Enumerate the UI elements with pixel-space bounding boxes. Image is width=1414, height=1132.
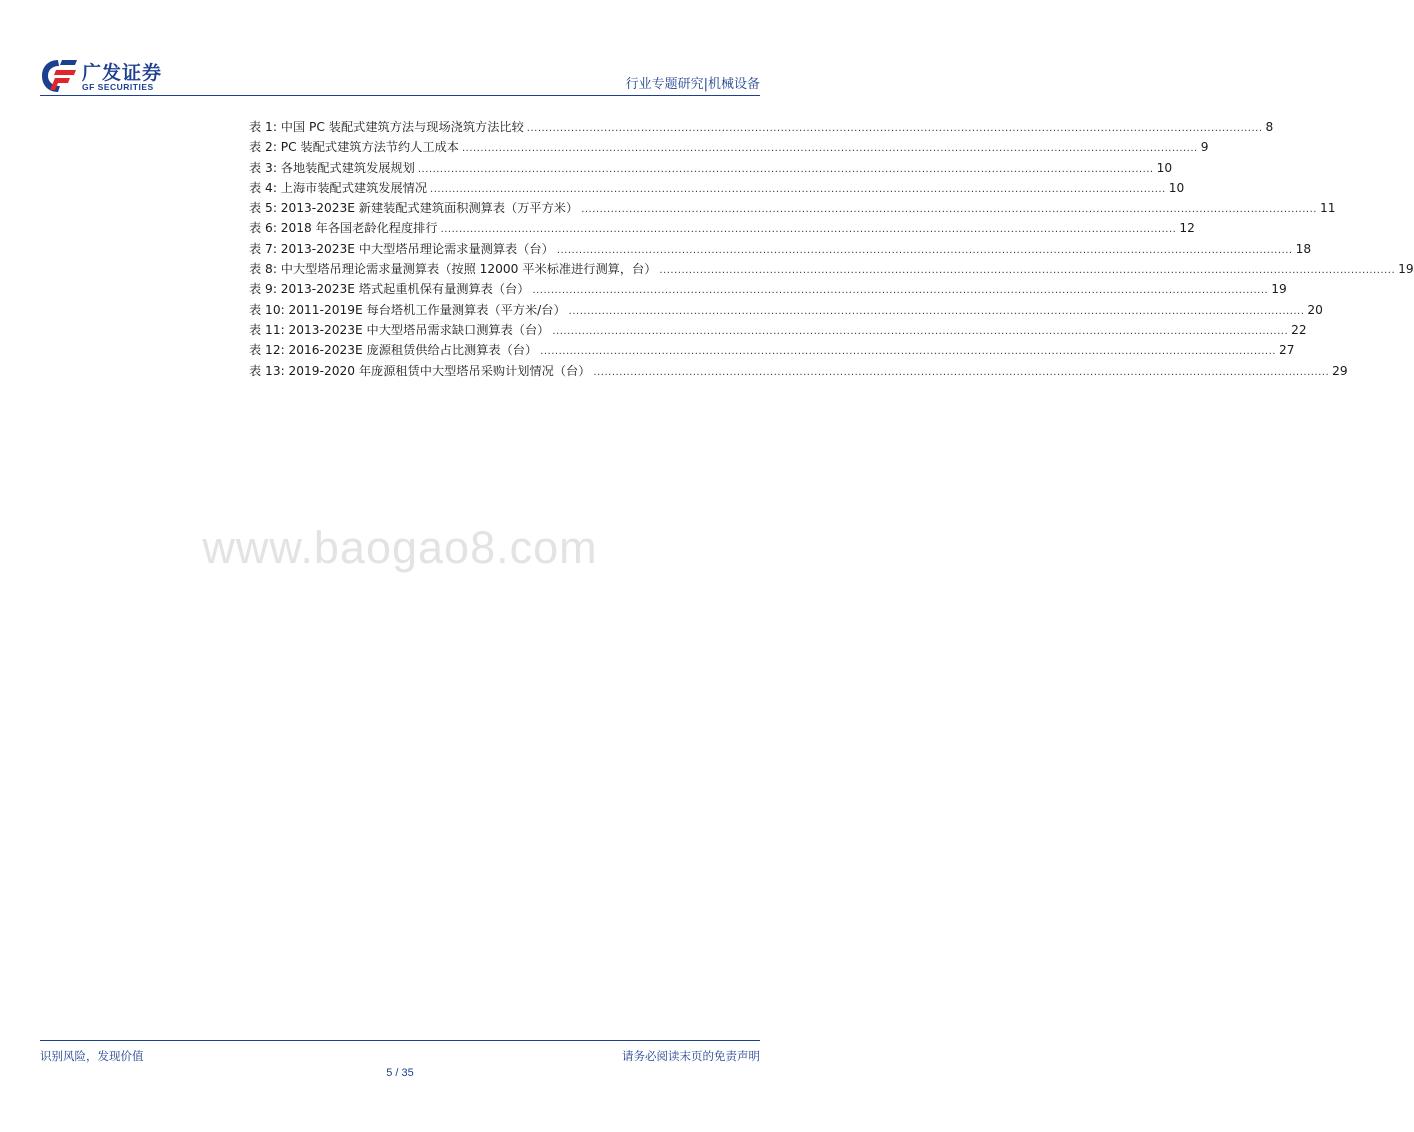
toc-entry[interactable] bbox=[249, 118, 1274, 138]
toc-leader-dots: ........................................................................................................................................................................................................ bbox=[593, 366, 1330, 378]
footer-divider bbox=[40, 1040, 760, 1041]
toc-entry-label: 表 4: 上海市装配式建筑发展情况 bbox=[249, 180, 428, 195]
toc-entry-label: 表 12: 2016-2023E 庞源租赁供给占比测算表（台） bbox=[249, 343, 538, 358]
toc-entry-label: 表 7: 2013-2023E 中大型塔吊理论需求量测算表（台） bbox=[249, 241, 554, 256]
toc-entry-label: 表 8: 中大型塔吊理论需求量测算表（按照 12000 平米标准进行测算，台） bbox=[249, 262, 657, 277]
report-category: 行业专题研究|机械设备 bbox=[625, 77, 760, 92]
toc-entry-label: 表 11: 2013-2023E 中大型塔吊需求缺口测算表（台） bbox=[249, 322, 550, 337]
toc-entry-page: 22 bbox=[1291, 322, 1307, 337]
toc-entry-label: 表 5: 2013-2023E 新建装配式建筑面积测算表（万平方米） bbox=[249, 201, 579, 216]
toc-leader-dots: ........................................................................................................................................................................................................ bbox=[526, 123, 1263, 134]
toc-entry[interactable] bbox=[249, 199, 1336, 219]
gf-logo-icon bbox=[40, 58, 78, 94]
toc-leader-dots: ........................................................................................................................................................................................................ bbox=[552, 325, 1289, 337]
toc-entry-page: 27 bbox=[1278, 343, 1295, 358]
toc-entry[interactable] bbox=[249, 341, 1295, 361]
toc-entry[interactable] bbox=[249, 138, 1209, 158]
toc-entry[interactable] bbox=[249, 240, 1312, 260]
toc-entry-label: 表 13: 2019-2020 年庞源租赁中大型塔吊采购计划情况（台） bbox=[249, 363, 591, 378]
toc-entry-page: 10 bbox=[1168, 180, 1185, 195]
toc-entry-page: 29 bbox=[1332, 363, 1348, 378]
table-of-contents bbox=[249, 118, 1414, 382]
toc-leader-dots: ........................................................................................................................................................................................................ bbox=[556, 244, 1293, 256]
toc-leader-dots: ........................................................................................................................................................................................................ bbox=[430, 183, 1166, 195]
toc-entry[interactable] bbox=[249, 301, 1323, 321]
toc-entry-page: 9 bbox=[1200, 140, 1209, 155]
toc-entry-label: 表 9: 2013-2023E 塔式起重机保有量测算表（台） bbox=[249, 282, 530, 297]
toc-entry-page: 19 bbox=[1398, 262, 1414, 277]
toc-leader-dots: ........................................................................................................................................................................................................ bbox=[532, 285, 1269, 297]
page-number: 5 / 35 bbox=[386, 1067, 414, 1079]
logo-chinese-text: 广发证券 bbox=[82, 62, 163, 84]
toc-entry[interactable] bbox=[249, 219, 1195, 239]
toc-entry-label: 表 3: 各地装配式建筑发展规划 bbox=[249, 160, 415, 175]
toc-entry[interactable] bbox=[249, 260, 1414, 280]
toc-entry-page: 18 bbox=[1295, 241, 1312, 256]
logo-english-text: GF SECURITIES bbox=[82, 82, 154, 92]
toc-leader-dots: ........................................................................................................................................................................................................ bbox=[417, 163, 1154, 175]
toc-entry[interactable] bbox=[249, 179, 1185, 199]
gf-securities-logo bbox=[40, 58, 200, 94]
toc-leader-dots: ........................................................................................................................................................................................................ bbox=[568, 305, 1305, 317]
toc-leader-dots: ........................................................................................................................................................................................................ bbox=[581, 204, 1317, 216]
toc-entry-label: 表 10: 2011-2019E 每台塔机工作量测算表（平方米/台） bbox=[249, 302, 566, 317]
toc-entry[interactable] bbox=[249, 159, 1173, 179]
page-header bbox=[40, 58, 760, 94]
toc-entry-label: 表 6: 2018 年各国老龄化程度排行 bbox=[249, 221, 438, 236]
toc-entry-page: 19 bbox=[1271, 282, 1287, 297]
header-divider bbox=[40, 95, 760, 96]
toc-entry-page: 8 bbox=[1265, 120, 1274, 134]
toc-entry-page: 12 bbox=[1179, 221, 1195, 236]
toc-leader-dots: ........................................................................................................................................................................................................ bbox=[659, 265, 1396, 277]
toc-entry-page: 20 bbox=[1307, 302, 1323, 317]
watermark: www.baogao8.com bbox=[202, 522, 598, 573]
toc-leader-dots: ........................................................................................................................................................................................................ bbox=[461, 143, 1198, 155]
toc-entry-label: 表 1: 中国 PC 装配式建筑方法与现场浇筑方法比较 bbox=[249, 120, 524, 134]
toc-leader-dots: ........................................................................................................................................................................................................ bbox=[540, 346, 1276, 358]
footer-slogan: 识别风险，发现价值 bbox=[40, 1049, 144, 1063]
toc-entry[interactable] bbox=[249, 362, 1348, 382]
toc-entry-page: 11 bbox=[1319, 201, 1336, 216]
toc-leader-dots: ........................................................................................................................................................................................................ bbox=[440, 224, 1177, 236]
footer-disclaimer-note: 请务必阅读末页的免责声明 bbox=[622, 1049, 760, 1063]
toc-entry[interactable] bbox=[249, 280, 1287, 300]
toc-entry-page: 10 bbox=[1156, 160, 1173, 175]
toc-entry[interactable] bbox=[249, 321, 1307, 341]
toc-entry-label: 表 2: PC 装配式建筑方法节约人工成本 bbox=[249, 140, 459, 155]
